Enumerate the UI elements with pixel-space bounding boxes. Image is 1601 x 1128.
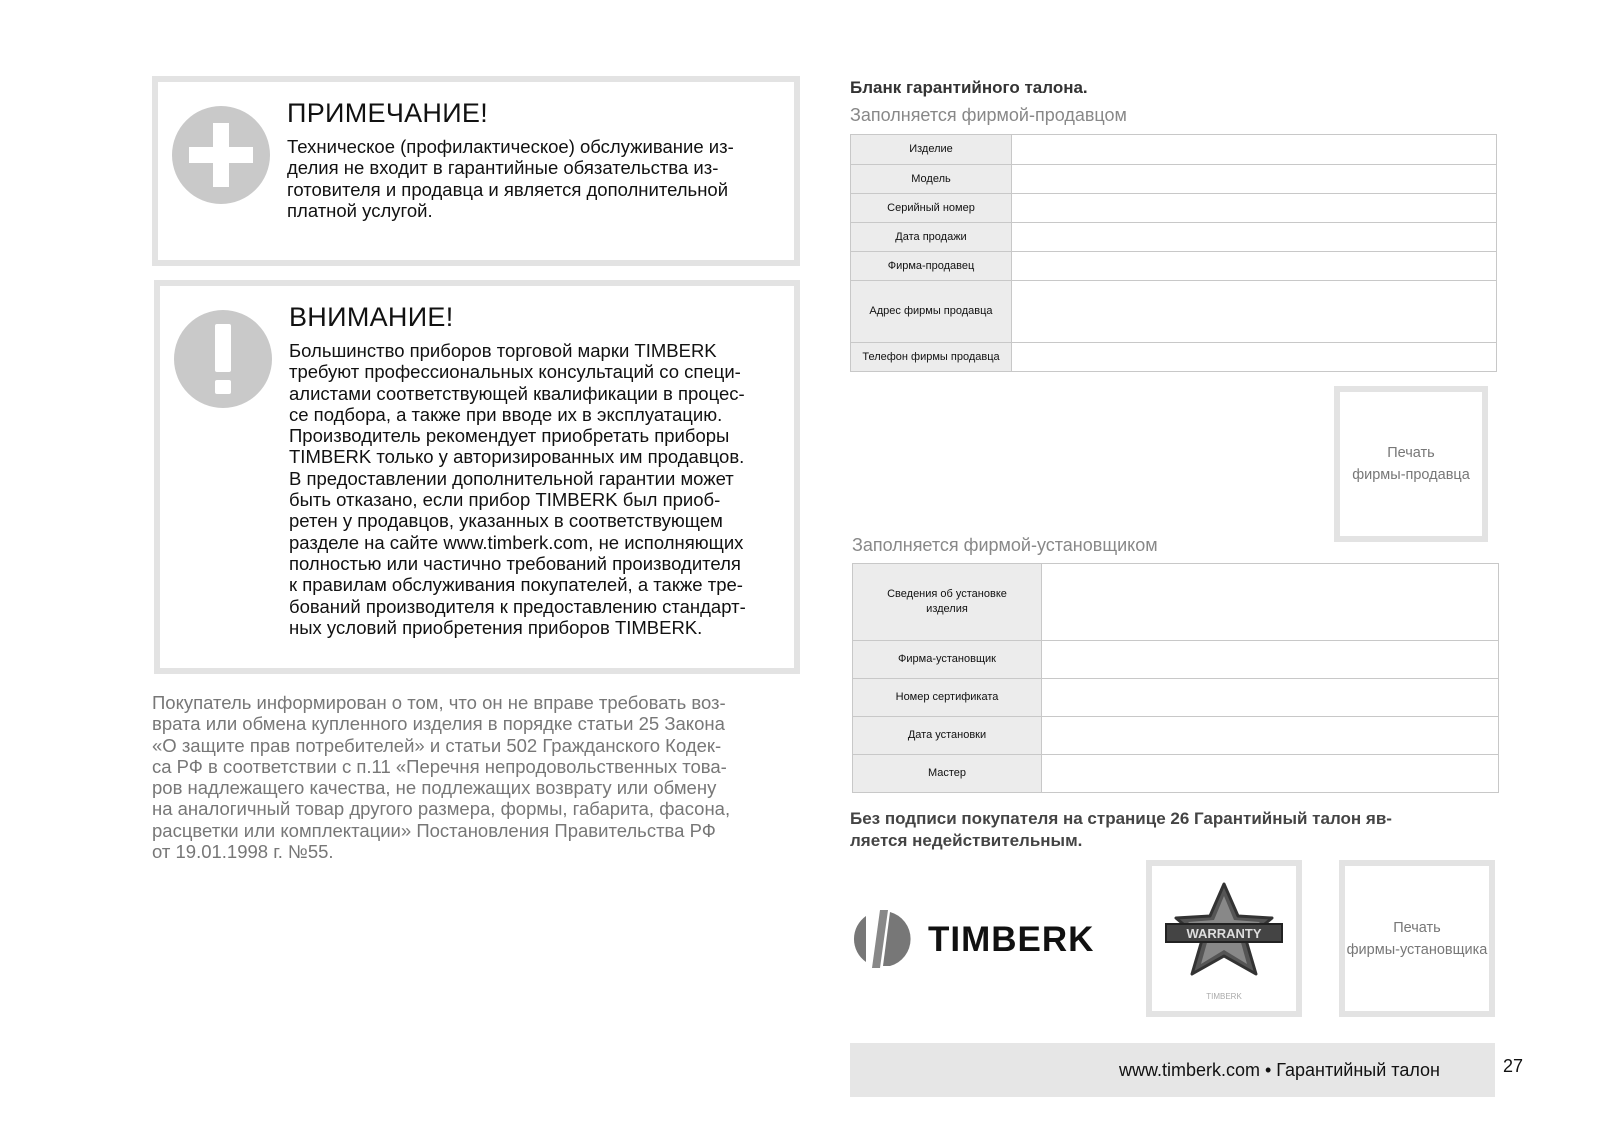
- stamp-label: фирмы-установщика: [1346, 941, 1488, 958]
- certificate-number-field[interactable]: [1042, 679, 1499, 717]
- seller-address-field[interactable]: [1012, 281, 1497, 343]
- table-row: [851, 194, 1497, 223]
- serial-number-field[interactable]: [1012, 194, 1497, 223]
- note-line: готовителя и продавца и является дополнительной: [287, 178, 729, 200]
- note-line: Без подписи покупателя на странице 26 Гарантийный талон яв-: [850, 809, 1392, 828]
- consumer-line: на аналогичный товар другого размера, формы, габарита, фасона,: [152, 798, 731, 820]
- table-row: [851, 281, 1497, 343]
- seller-subtitle: Заполняется фирмой-продавцом: [850, 105, 1127, 125]
- model-field[interactable]: [1012, 165, 1497, 194]
- stamp-label: Печать: [1393, 919, 1441, 936]
- footer-bar: [850, 1043, 1495, 1097]
- product-field[interactable]: [1012, 135, 1497, 165]
- consumer-line: от 19.01.1998 г. №55.: [152, 841, 334, 863]
- field-label: Дата установки: [853, 717, 1042, 755]
- warranty-text: WARRANTY: [1186, 926, 1262, 941]
- field-label: Фирма-продавец: [851, 252, 1012, 281]
- table-row: [853, 564, 1499, 641]
- field-label: Серийный номер: [851, 194, 1012, 223]
- warning-line: TIMBERK только у авторизированных им продавцов.: [289, 446, 745, 468]
- warning-line: бований производителя к предоставлению стандарт-: [289, 595, 746, 617]
- warning-line: требуют профессиональных консультаций со специ-: [289, 361, 741, 383]
- table-row: [851, 165, 1497, 194]
- warning-box: [154, 280, 800, 674]
- consumer-line: ров надлежащего качества, не подлежащих возврату или обмену: [152, 777, 717, 799]
- technician-field[interactable]: [1042, 755, 1499, 793]
- form-title: Бланк гарантийного талона.: [850, 78, 1088, 97]
- table-row: [851, 252, 1497, 281]
- consumer-line: Покупатель информирован о том, что он не вправе требовать воз-: [152, 692, 726, 713]
- note-line: делия не входит в гарантийные обязательства из-: [287, 157, 719, 179]
- seller-stamp-box: [1334, 386, 1488, 542]
- note-box: [152, 76, 800, 266]
- consumer-info: [152, 692, 797, 862]
- logo-text: TIMBERK: [928, 920, 1095, 959]
- warranty-star-icon: [1152, 866, 1296, 1011]
- exclamation-icon: [174, 310, 272, 408]
- field-label: Номер сертификата: [853, 679, 1042, 717]
- field-label: Модель: [851, 165, 1012, 194]
- field-label: Телефон фирмы продавца: [851, 343, 1012, 372]
- table-row: [853, 679, 1499, 717]
- stamp-label: фирмы-продавца: [1352, 467, 1470, 483]
- table-row: [851, 343, 1497, 372]
- page-number: 27: [1503, 1056, 1524, 1076]
- table-row: [851, 223, 1497, 252]
- installer-table: [852, 563, 1499, 793]
- note-line: ляется недействительным.: [850, 831, 1083, 850]
- field-label: Дата продажи: [851, 223, 1012, 252]
- warranty-brand-text: TIMBERK: [1206, 992, 1242, 1001]
- table-row: [853, 641, 1499, 679]
- seller-company-field[interactable]: [1012, 252, 1497, 281]
- installer-subtitle: Заполняется фирмой-установщиком: [852, 535, 1158, 555]
- field-label: Адрес фирмы продавца: [851, 281, 1012, 343]
- field-label: Мастер: [853, 755, 1042, 793]
- note-line: Техническое (профилактическое) обслуживание из-: [287, 136, 734, 157]
- warning-line: к правилам обслуживания покупателей, а также тре-: [289, 574, 743, 596]
- table-row: [851, 135, 1497, 165]
- note-title: ПРИМЕЧАНИЕ!: [287, 98, 489, 128]
- warning-line: В предоставлении дополнительной гарантии может: [289, 467, 734, 489]
- stamp-label: Печать: [1387, 445, 1435, 461]
- field-label: Изделие: [851, 135, 1012, 165]
- warning-line: ных условий приобретения приборов TIMBERK.: [289, 616, 703, 638]
- note-text: [287, 136, 779, 221]
- invalid-without-signature-note: [850, 808, 1490, 852]
- warning-line: се подбора, а также при вводе их в эксплуатацию.: [289, 403, 723, 425]
- warning-line: полностью или частично требований производителя: [289, 552, 741, 574]
- installation-info-field[interactable]: [1042, 564, 1499, 641]
- installer-company-field[interactable]: [1042, 641, 1499, 679]
- warning-line: быть отказано, если прибор TIMBERK был приоб-: [289, 489, 721, 511]
- consumer-line: са РФ в соответствии с п.11 «Перечня непродовольственных това-: [152, 755, 727, 777]
- field-label: Фирма-установщик: [853, 641, 1042, 679]
- consumer-line: расцветки или комплектации» Постановления Правительства РФ: [152, 819, 716, 841]
- installer-stamp-box: [1339, 860, 1495, 1017]
- table-row: [853, 755, 1499, 793]
- warranty-badge-box: [1146, 860, 1302, 1017]
- installation-date-field[interactable]: [1042, 717, 1499, 755]
- timberk-logo-mark-icon: [850, 908, 912, 970]
- warning-line: разделе на сайте www.timberk.com, не исполняющих: [289, 531, 744, 553]
- warning-line: алистами соответствующей квалификации в процес-: [289, 382, 745, 404]
- sale-date-field[interactable]: [1012, 223, 1497, 252]
- seller-table: [850, 134, 1497, 372]
- seller-phone-field[interactable]: [1012, 343, 1497, 372]
- warning-line: Производитель рекомендует приобретать приборы: [289, 425, 730, 447]
- warning-text: [289, 340, 781, 638]
- consumer-line: «О защите прав потребителей» и статьи 502 Гражданского Кодек-: [152, 734, 722, 756]
- warning-line: Большинство приборов торговой марки TIMBERK: [289, 340, 717, 361]
- table-row: [853, 717, 1499, 755]
- warning-title: ВНИМАНИЕ!: [289, 302, 454, 332]
- warning-line: ретен у продавцов, указанных в соответствующем: [289, 510, 723, 532]
- note-line: платной услугой.: [287, 199, 433, 221]
- plus-icon: [172, 106, 270, 204]
- field-label: Сведения об установке изделия: [853, 564, 1042, 641]
- consumer-line: врата или обмена купленного изделия в порядке статьи 25 Закона: [152, 713, 725, 735]
- timberk-logo: [850, 908, 1110, 970]
- footer-text: www.timberk.com • Гарантийный талон: [1118, 1060, 1440, 1080]
